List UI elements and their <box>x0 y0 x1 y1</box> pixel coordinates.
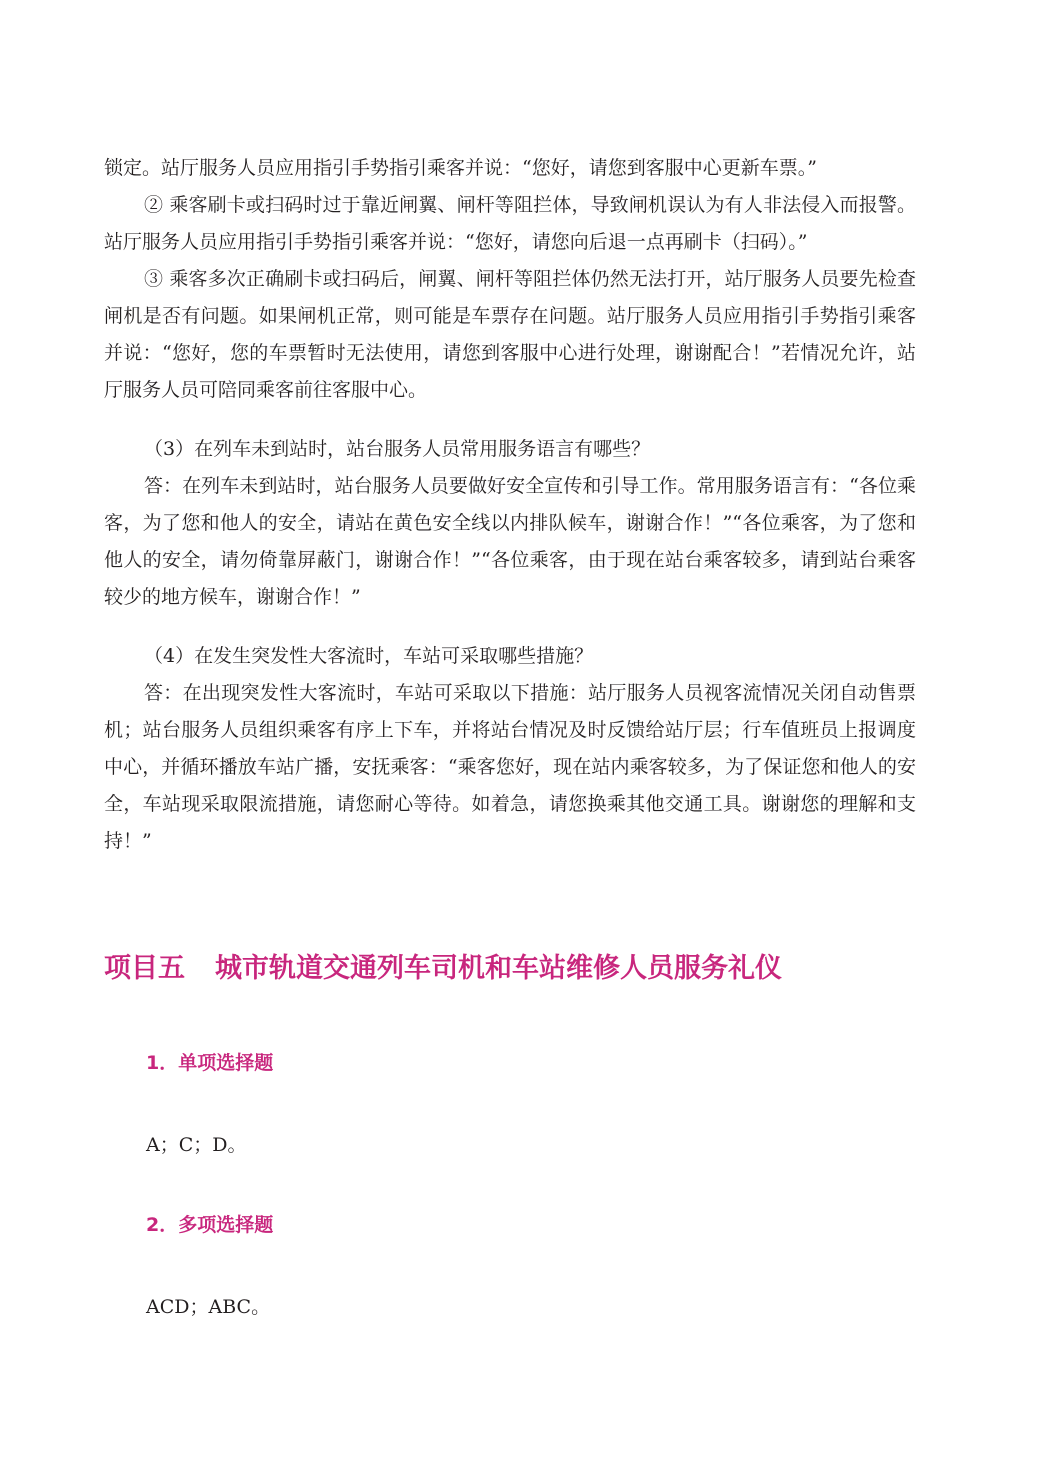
project-title: 城市轨道交通列车司机和车站维修人员服务礼仪 <box>215 953 782 984</box>
spacer <box>104 616 916 638</box>
spacer <box>104 409 916 431</box>
section-heading-multiple-choice: 2．多项选择题 <box>146 1214 274 1236</box>
section-answer-single-choice: A；C；D。 <box>146 1134 247 1156</box>
project-number: 项目五 <box>104 953 185 984</box>
section-answer-multiple-choice: ACD；ABC。 <box>146 1296 271 1318</box>
answer-3: 答：在列车未到站时，站台服务人员要做好安全宣传和引导工作。常用服务语言有：“各位乘客，为了您和他人的安全，请站在黄色安全线以内排队候车，谢谢合作！”“各位乘客，为了您和他人的安全，请勿倚靠屏蔽门，谢谢合作！”“各位乘客，由于现在站台乘客较多，请到站台乘客较少的地方候车，谢谢合作！” <box>104 475 916 608</box>
question-4: （4）在发生突发性大客流时，车站可采取哪些措施？ <box>144 645 594 667</box>
section-heading-single-choice: 1．单项选择题 <box>146 1052 274 1074</box>
project-heading <box>104 946 782 985</box>
body-text <box>104 150 916 860</box>
paragraph-continued: 锁定。站厅服务人员应用指引手势指引乘客并说：“您好，请您到客服中心更新车票。” <box>104 157 817 179</box>
question-3: （3）在列车未到站时，站台服务人员常用服务语言有哪些？ <box>144 438 651 460</box>
paragraph-item-2: ② 乘客刷卡或扫码时过于靠近闸翼、闸杆等阻拦体，导致闸机误认为有人非法侵入而报警。站厅服务人员应用指引手势指引乘客并说：“您好，请您向后退一点再刷卡（扫码）。” <box>104 194 916 253</box>
answer-4: 答：在出现突发性大客流时，车站可采取以下措施：站厅服务人员视客流情况关闭自动售票机；站台服务人员组织乘客有序上下车，并将站台情况及时反馈给站厅层；行车值班员上报调度中心，并循环播放车站广播，安抚乘客：“乘客您好，现在站内乘客较多，为了保证您和他人的安全，车站现采取限流措施，请您耐心等待。如着急，请您换乘其他交通工具。谢谢您的理解和支持！” <box>104 682 916 852</box>
paragraph-item-3: ③ 乘客多次正确刷卡或扫码后，闸翼、闸杆等阻拦体仍然无法打开，站厅服务人员要先检查闸机是否有问题。如果闸机正常，则可能是车票存在问题。站厅服务人员应用指引手势指引乘客并说：“您好，您的车票暂时无法使用，请您到客服中心进行处理，谢谢配合！”若情况允许，站厅服务人员可陪同乘客前往客服中心。 <box>104 268 916 401</box>
